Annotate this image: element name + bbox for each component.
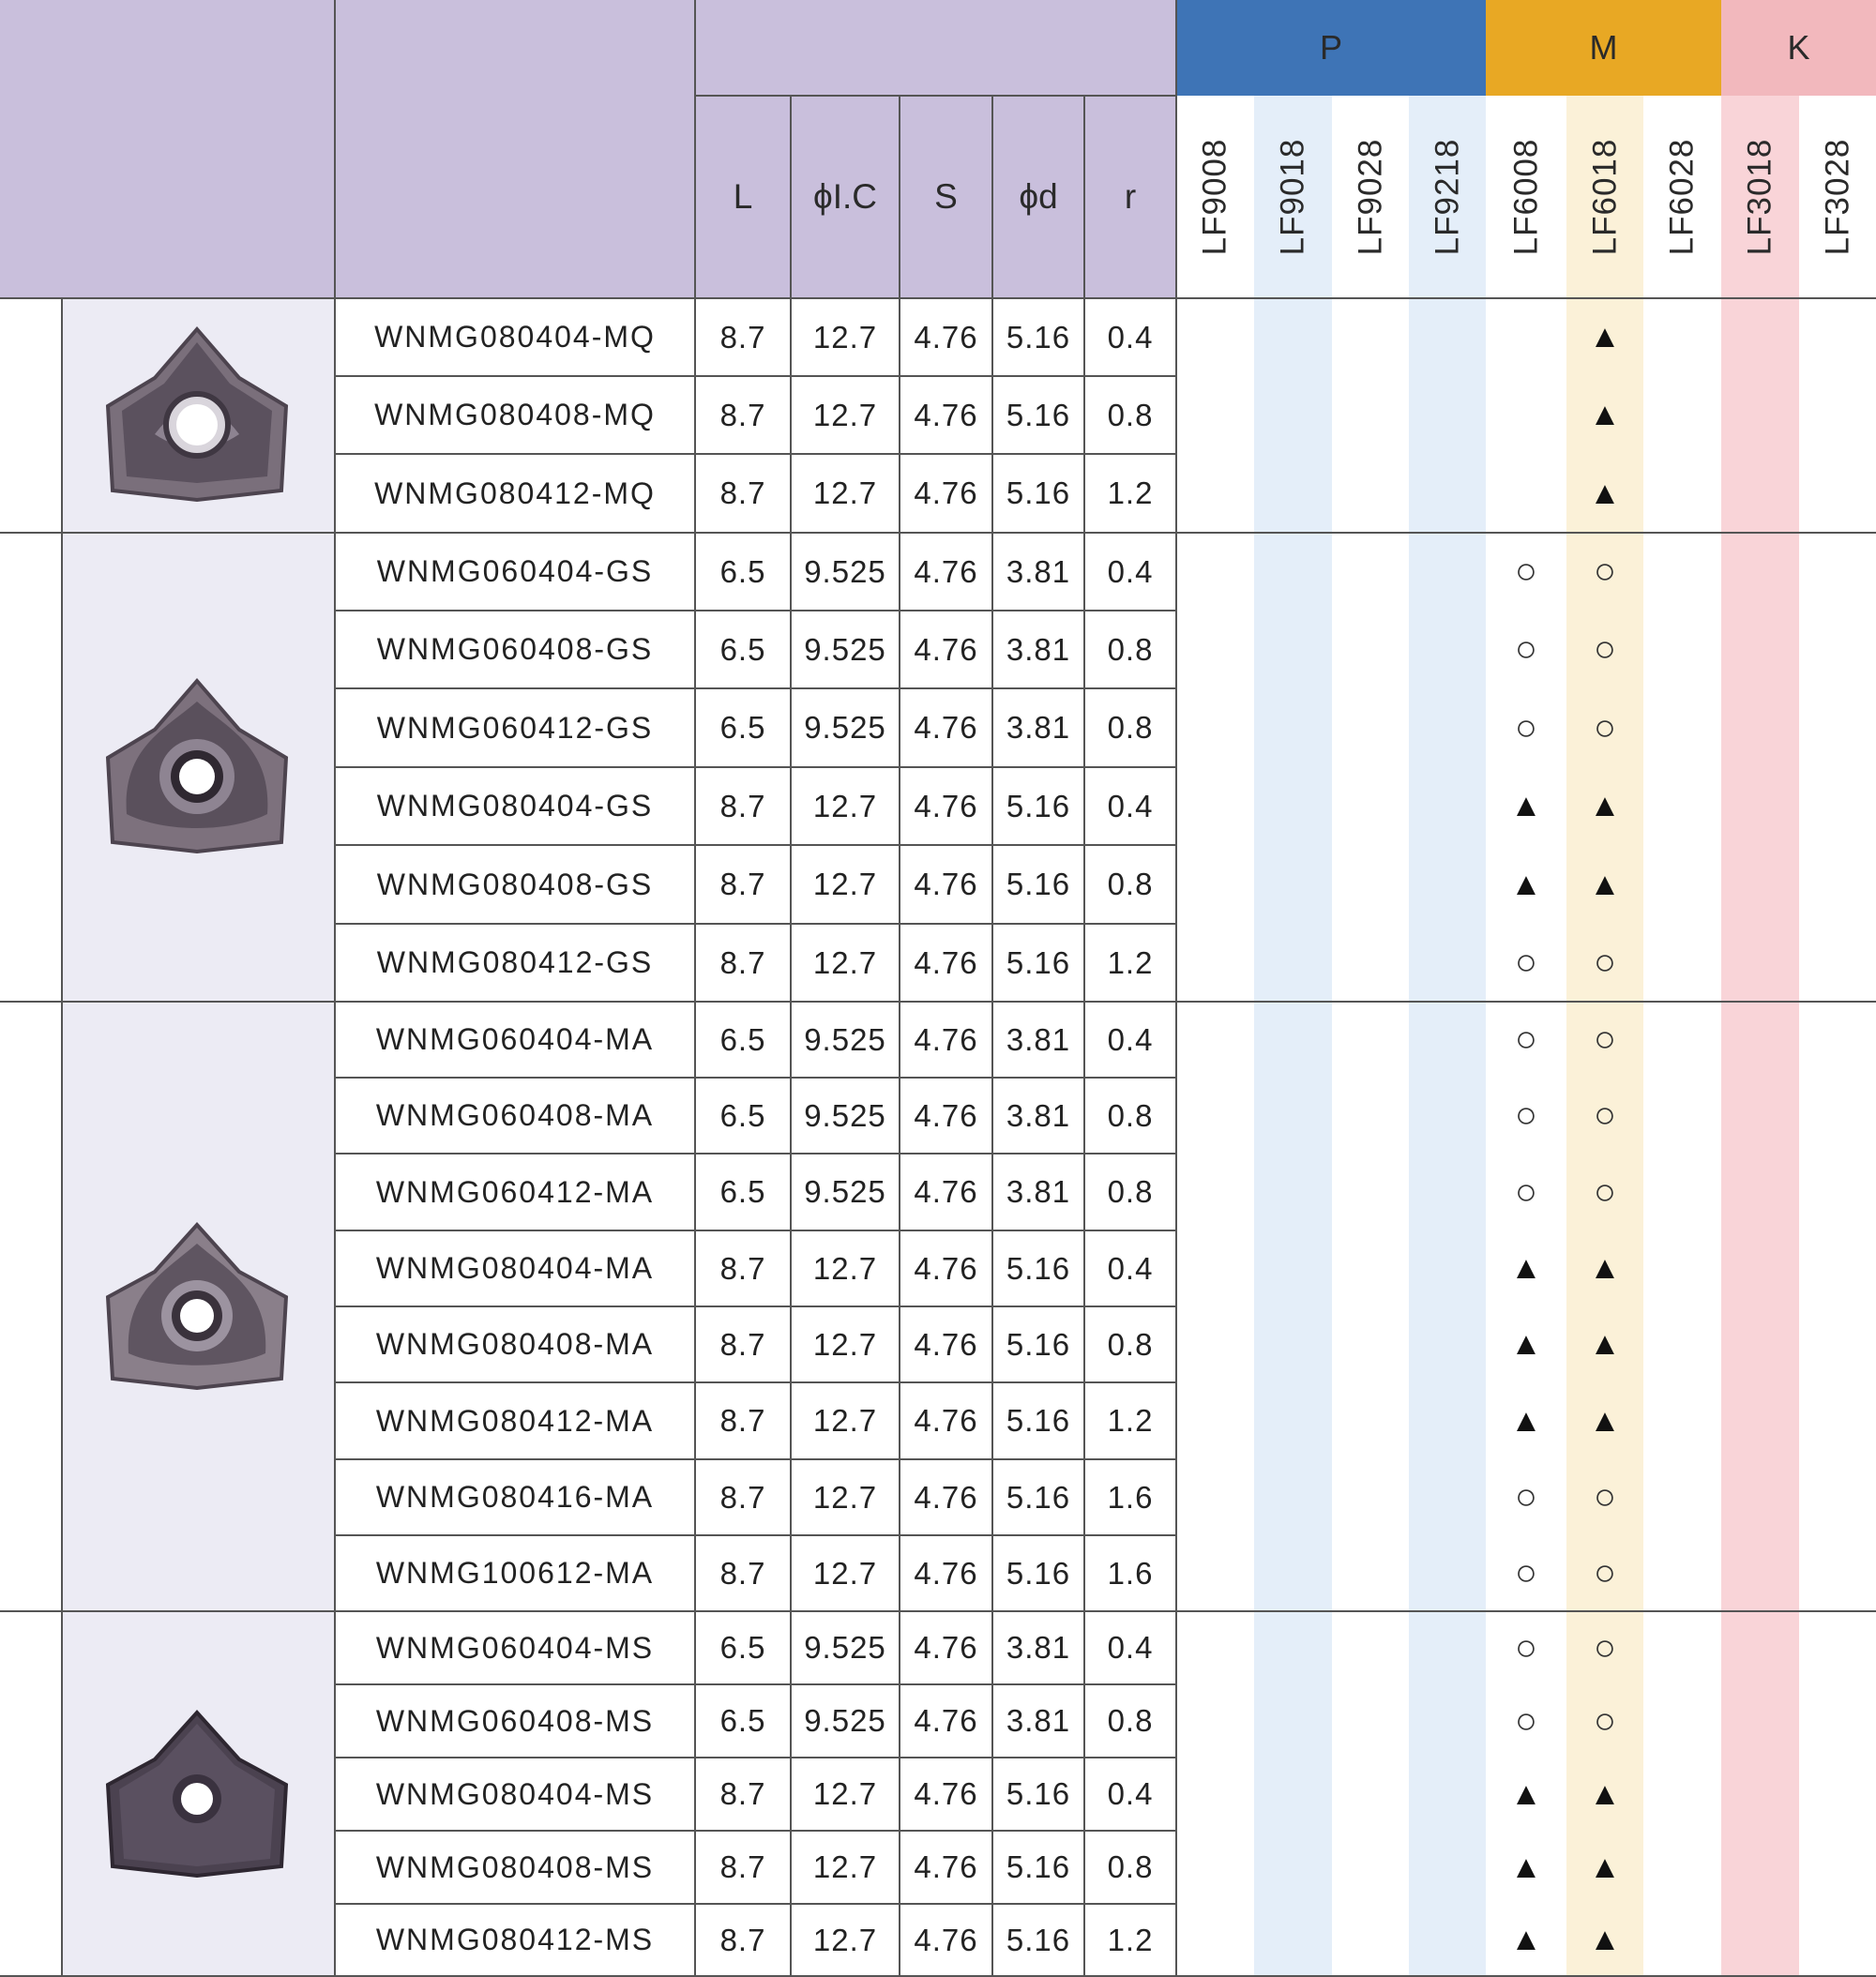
applicable-circle-icon: ○	[1514, 628, 1538, 670]
dim-header-l	[695, 96, 791, 298]
dim-d-cell: 5.16	[1006, 1403, 1071, 1438]
dim-r-cell: 0.8	[1107, 1326, 1154, 1362]
dim-l-cell: 6.5	[719, 1174, 766, 1209]
applicable-circle-icon: ○	[1593, 1019, 1617, 1060]
header-blank-code-col	[335, 0, 695, 298]
divider-dims	[694, 0, 696, 1976]
insert-code-cell: WNMG060412-MA	[375, 1174, 655, 1209]
grade-lf3018-label: LF3018	[1741, 138, 1778, 256]
dim-l-cell: 6.5	[719, 1097, 766, 1133]
dim-r-cell: 0.4	[1107, 1630, 1154, 1665]
dim-s-cell: 4.76	[914, 1250, 978, 1286]
grade-lf9018	[1254, 96, 1332, 298]
insert-code-cell: WNMG080408-MA	[375, 1327, 655, 1361]
insert-gs-icon	[98, 673, 295, 861]
dim-ic-cell: 9.525	[804, 1174, 886, 1209]
dim-l-cell: 8.7	[719, 397, 766, 432]
dim-s-cell: 4.76	[914, 1849, 978, 1884]
grade-lf6028	[1643, 96, 1721, 298]
dim-r-cell: 0.8	[1107, 631, 1154, 667]
applicable-circle-icon: ○	[1593, 1170, 1617, 1213]
divider-ic	[899, 96, 900, 1976]
dim-r-cell: 1.2	[1107, 1403, 1154, 1438]
category-k	[1721, 0, 1876, 96]
dim-ic-cell: 12.7	[812, 1250, 878, 1286]
insert-code-cell: WNMG080404-MQ	[374, 320, 656, 354]
applicable-circle-icon: ○	[1514, 1170, 1538, 1213]
dim-s-cell: 4.76	[914, 1703, 978, 1738]
grade-lf9218	[1409, 96, 1486, 298]
grade-lf9218-label: LF9218	[1429, 138, 1465, 256]
dim-s-cell: 4.76	[914, 631, 978, 667]
category-k-label: K	[1787, 28, 1810, 67]
category-m-label: M	[1589, 28, 1618, 67]
dim-d-cell: 3.81	[1006, 1021, 1071, 1057]
dim-s-cell: 4.76	[914, 1403, 978, 1438]
dim-d-cell: 5.16	[1006, 1250, 1071, 1286]
dim-d-cell: 3.81	[1006, 1703, 1071, 1738]
applicable-circle-icon: ○	[1514, 942, 1538, 983]
dim-ic-cell: 12.7	[812, 1849, 878, 1884]
applicable-circle-icon: ○	[1514, 1476, 1538, 1517]
dim-s-cell: 4.76	[914, 1922, 978, 1957]
dim-d-cell: 3.81	[1006, 631, 1071, 667]
insert-code-cell: WNMG080412-MQ	[374, 475, 656, 510]
insert-code-cell: WNMG060408-MA	[375, 1098, 655, 1132]
divider-code	[334, 0, 336, 1976]
dim-r-cell: 0.8	[1107, 397, 1154, 432]
insert-code-cell: WNMG080408-GS	[376, 867, 654, 901]
dim-ic-cell: 12.7	[812, 475, 878, 510]
recommended-triangle-icon: ▲	[1510, 1326, 1542, 1362]
dim-d-cell: 5.16	[1006, 944, 1071, 980]
dim-r-cell: 1.2	[1107, 944, 1154, 980]
dim-ic-cell: 9.525	[804, 553, 886, 589]
insert-code-cell: WNMG060404-MS	[375, 1630, 655, 1665]
dim-s-cell: 4.76	[914, 1174, 978, 1209]
dim-ic-cell: 12.7	[812, 1326, 878, 1362]
insert-code-cell: WNMG080416-MA	[375, 1480, 655, 1514]
dim-r-cell: 0.8	[1107, 1703, 1154, 1738]
dim-l-cell: 8.7	[719, 867, 766, 901]
dim-r-cell: 0.4	[1107, 1021, 1154, 1057]
dim-s-cell: 4.76	[914, 475, 978, 510]
dim-s-cell: 4.76	[914, 710, 978, 745]
applicable-circle-icon: ○	[1593, 1626, 1617, 1668]
dim-l-cell: 8.7	[719, 1555, 766, 1591]
grade-lf3018	[1721, 96, 1799, 298]
insert-code-cell: WNMG080404-MS	[375, 1776, 655, 1811]
dim-ic-cell: 12.7	[812, 397, 878, 432]
dim-s-cell: 4.76	[914, 944, 978, 980]
insert-code-cell: WNMG080412-MS	[375, 1923, 655, 1956]
dim-header-r-label: r	[1124, 177, 1137, 216]
applicable-circle-icon: ○	[1593, 1476, 1617, 1517]
dim-ic-cell: 12.7	[812, 867, 878, 901]
header-blank-dims-top	[695, 0, 1176, 96]
insert-ms-icon	[98, 1705, 295, 1883]
recommended-triangle-icon: ▲	[1589, 1326, 1621, 1362]
grade-lf6018-label: LF6018	[1586, 138, 1623, 256]
dim-r-cell: 0.8	[1107, 710, 1154, 745]
divider-l	[790, 96, 792, 1976]
applicable-circle-icon: ○	[1514, 1552, 1538, 1593]
applicable-circle-icon: ○	[1514, 706, 1538, 748]
stripe-lf9218	[1409, 96, 1486, 1976]
dim-ic-cell: 12.7	[812, 1403, 878, 1438]
recommended-triangle-icon: ▲	[1510, 1922, 1542, 1957]
dim-header-l-label: L	[733, 177, 753, 216]
dim-l-cell: 6.5	[719, 631, 766, 667]
dim-r-cell: 1.6	[1107, 1555, 1154, 1591]
insert-code-cell: WNMG080404-GS	[376, 789, 654, 822]
dim-d-cell: 3.81	[1006, 1097, 1071, 1133]
recommended-triangle-icon: ▲	[1589, 1922, 1621, 1957]
dim-s-cell: 4.76	[914, 1097, 978, 1133]
dim-l-cell: 8.7	[719, 1403, 766, 1438]
recommended-triangle-icon: ▲	[1589, 1775, 1621, 1812]
dim-s-cell: 4.76	[914, 1326, 978, 1362]
dim-r-cell: 0.4	[1107, 319, 1154, 355]
grade-lf9008	[1176, 96, 1254, 298]
dim-header-d	[992, 96, 1084, 298]
dim-s-cell: 4.76	[914, 1479, 978, 1515]
dim-r-cell: 0.4	[1107, 1776, 1154, 1811]
dim-d-cell: 5.16	[1006, 475, 1071, 510]
dim-ic-cell: 9.525	[804, 1097, 886, 1133]
dim-d-cell: 5.16	[1006, 397, 1071, 432]
dim-l-cell: 8.7	[719, 788, 766, 823]
recommended-triangle-icon: ▲	[1510, 1849, 1542, 1885]
dim-ic-cell: 9.525	[804, 1021, 886, 1057]
insert-code-cell: WNMG060408-MS	[375, 1703, 655, 1738]
dim-l-cell: 6.5	[719, 1703, 766, 1738]
grade-lf6008	[1486, 96, 1566, 298]
dim-ic-cell: 9.525	[804, 1630, 886, 1665]
dim-ic-cell: 12.7	[812, 1776, 878, 1811]
dim-d-cell: 5.16	[1006, 867, 1071, 901]
dim-l-cell: 6.5	[719, 1630, 766, 1665]
applicable-circle-icon: ○	[1593, 628, 1617, 670]
insert-ma-icon	[98, 1217, 295, 1396]
dim-d-cell: 5.16	[1006, 1849, 1071, 1884]
dim-l-cell: 8.7	[719, 319, 766, 355]
insert-code-cell: WNMG080408-MQ	[374, 398, 656, 431]
dim-s-cell: 4.76	[914, 319, 978, 355]
dim-l-cell: 8.7	[719, 1776, 766, 1811]
dim-l-cell: 8.7	[719, 1922, 766, 1957]
insert-code-cell: WNMG080412-GS	[376, 945, 654, 979]
dim-s-cell: 4.76	[914, 788, 978, 823]
dim-r-cell: 0.4	[1107, 1250, 1154, 1286]
dim-header-d-label: ϕd	[1019, 177, 1058, 216]
insert-code-cell: WNMG060404-MA	[375, 1022, 655, 1056]
dim-l-cell: 8.7	[719, 1326, 766, 1362]
dim-d-cell: 5.16	[1006, 319, 1071, 355]
applicable-circle-icon: ○	[1593, 1094, 1617, 1136]
dim-d-cell: 5.16	[1006, 788, 1071, 823]
grade-lf3028-label: LF3028	[1819, 138, 1855, 256]
dim-s-cell: 4.76	[914, 1630, 978, 1665]
dims-top-line	[695, 95, 1176, 97]
dim-l-cell: 8.7	[719, 944, 766, 980]
dim-header-s-label: S	[934, 177, 958, 216]
stripe-lf3018	[1721, 96, 1799, 1976]
dim-s-cell: 4.76	[914, 867, 978, 901]
divider-d	[1083, 96, 1085, 1976]
dim-l-cell: 8.7	[719, 1250, 766, 1286]
grade-lf9028-label: LF9028	[1352, 138, 1388, 256]
insert-code-cell: WNMG080404-MA	[375, 1251, 655, 1285]
grade-lf3028	[1799, 96, 1876, 298]
recommended-triangle-icon: ▲	[1510, 1250, 1542, 1286]
dim-header-r	[1084, 96, 1176, 298]
grade-lf6008-label: LF6008	[1507, 138, 1544, 256]
stripe-lf9018	[1254, 96, 1332, 1976]
dim-r-cell: 1.6	[1107, 1479, 1154, 1515]
dim-ic-cell: 12.7	[812, 1479, 878, 1515]
applicable-circle-icon: ○	[1593, 551, 1617, 592]
grade-lf6028-label: LF6028	[1663, 138, 1701, 256]
grade-lf9018-label: LF9018	[1274, 138, 1311, 256]
dim-l-cell: 6.5	[719, 710, 766, 745]
insert-code-cell: WNMG080412-MA	[375, 1403, 655, 1438]
recommended-triangle-icon: ▲	[1589, 397, 1621, 432]
dim-ic-cell: 12.7	[812, 319, 878, 355]
dim-r-cell: 0.4	[1107, 788, 1154, 823]
recommended-triangle-icon: ▲	[1589, 319, 1621, 355]
insert-code-cell: WNMG100612-MA	[375, 1556, 655, 1590]
dim-l-cell: 8.7	[719, 475, 766, 510]
dim-header-ic	[791, 96, 900, 298]
divider-image	[61, 298, 63, 1976]
dim-ic-cell: 12.7	[812, 788, 878, 823]
applicable-circle-icon: ○	[1514, 1699, 1538, 1742]
dim-d-cell: 3.81	[1006, 1630, 1071, 1665]
insert-code-cell: WNMG080408-MS	[375, 1849, 655, 1884]
dim-d-cell: 3.81	[1006, 710, 1071, 745]
applicable-circle-icon: ○	[1593, 1552, 1617, 1593]
recommended-triangle-icon: ▲	[1589, 1250, 1621, 1286]
divider-grades	[1175, 0, 1177, 1976]
dim-s-cell: 4.76	[914, 1776, 978, 1811]
dim-l-cell: 6.5	[719, 1021, 766, 1057]
dim-d-cell: 5.16	[1006, 1479, 1071, 1515]
dim-ic-cell: 12.7	[812, 1555, 878, 1591]
dim-ic-cell: 9.525	[804, 1703, 886, 1738]
dim-header-ic-label: ϕI.C	[812, 177, 877, 216]
recommended-triangle-icon: ▲	[1510, 1775, 1542, 1812]
dim-d-cell: 5.16	[1006, 1922, 1071, 1957]
applicable-circle-icon: ○	[1593, 706, 1617, 748]
dim-s-cell: 4.76	[914, 397, 978, 432]
dim-l-cell: 8.7	[719, 1479, 766, 1515]
applicable-circle-icon: ○	[1514, 1626, 1538, 1668]
insert-mq-icon	[98, 322, 295, 509]
dim-ic-cell: 9.525	[804, 631, 886, 667]
applicable-circle-icon: ○	[1593, 1699, 1617, 1742]
insert-code-cell: WNMG060408-GS	[376, 632, 654, 666]
grade-lf9028	[1332, 96, 1409, 298]
dim-d-cell: 3.81	[1006, 1174, 1071, 1209]
dim-r-cell: 1.2	[1107, 1922, 1154, 1957]
recommended-triangle-icon: ▲	[1589, 788, 1621, 823]
applicable-circle-icon: ○	[1514, 1094, 1538, 1136]
recommended-triangle-icon: ▲	[1510, 866, 1542, 902]
dim-d-cell: 5.16	[1006, 1555, 1071, 1591]
dim-d-cell: 3.81	[1006, 553, 1071, 589]
applicable-circle-icon: ○	[1514, 551, 1538, 592]
recommended-triangle-icon: ▲	[1589, 1849, 1621, 1885]
category-m	[1486, 0, 1721, 96]
dim-r-cell: 1.2	[1107, 475, 1154, 510]
dim-r-cell: 0.4	[1107, 553, 1154, 589]
insert-code-cell: WNMG060412-GS	[376, 710, 654, 745]
header-bottom-line	[0, 297, 1876, 299]
header-blank-image-col	[0, 0, 335, 298]
dim-ic-cell: 9.525	[804, 710, 886, 745]
dim-r-cell: 0.8	[1107, 867, 1154, 901]
applicable-circle-icon: ○	[1593, 942, 1617, 983]
grade-lf9008-label: LF9008	[1196, 138, 1233, 256]
dim-r-cell: 0.8	[1107, 1174, 1154, 1209]
dim-l-cell: 6.5	[719, 553, 766, 589]
category-p-label: P	[1319, 28, 1342, 67]
grade-lf6018	[1566, 96, 1643, 298]
category-p	[1176, 0, 1486, 96]
dim-s-cell: 4.76	[914, 1555, 978, 1591]
recommended-triangle-icon: ▲	[1510, 788, 1542, 823]
dim-ic-cell: 12.7	[812, 1922, 878, 1957]
applicable-circle-icon: ○	[1514, 1019, 1538, 1060]
recommended-triangle-icon: ▲	[1589, 1402, 1621, 1439]
divider-s	[991, 96, 993, 1976]
dim-d-cell: 5.16	[1006, 1326, 1071, 1362]
dim-r-cell: 0.8	[1107, 1849, 1154, 1884]
dim-l-cell: 8.7	[719, 1849, 766, 1884]
insert-code-cell: WNMG060404-GS	[376, 554, 654, 588]
dim-d-cell: 5.16	[1006, 1776, 1071, 1811]
dim-header-s	[900, 96, 992, 298]
dim-ic-cell: 12.7	[812, 944, 878, 980]
dim-s-cell: 4.76	[914, 1021, 978, 1057]
dim-r-cell: 0.8	[1107, 1097, 1154, 1133]
recommended-triangle-icon: ▲	[1589, 866, 1621, 902]
recommended-triangle-icon: ▲	[1589, 475, 1621, 511]
dim-s-cell: 4.76	[914, 553, 978, 589]
recommended-triangle-icon: ▲	[1510, 1402, 1542, 1439]
